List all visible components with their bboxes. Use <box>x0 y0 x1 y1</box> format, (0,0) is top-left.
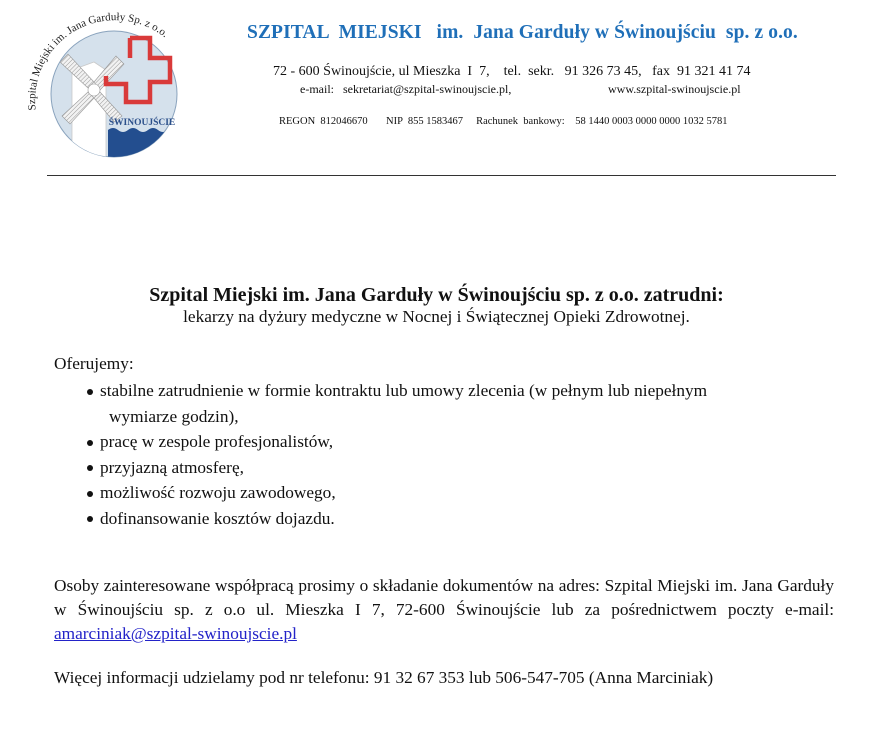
offer-item-text: pracę w zespole profesjonalistów, <box>100 432 334 451</box>
offer-item-text: możliwość rozwoju zawodowego, <box>100 483 336 502</box>
letterhead-divider <box>47 175 836 176</box>
bullet-icon <box>87 389 93 395</box>
logo-ring-text: Szpital Miejski im. Jana Garduły Sp. z o.o. <box>26 12 171 111</box>
letterhead-email: e-mail: sekretariat@szpital-swinoujscie.pl, <box>300 82 512 96</box>
offer-item <box>84 429 824 455</box>
bullet-icon <box>87 516 93 522</box>
bullet-icon <box>87 465 93 471</box>
hospital-logo <box>22 12 194 162</box>
letterhead-website: www.szpital-swinoujscie.pl <box>608 82 741 96</box>
logo-city-label: ŚWINOUJŚCIE <box>108 118 176 128</box>
offer-item <box>84 378 824 429</box>
application-instructions <box>54 574 834 646</box>
letterhead-title: SZPITAL MIEJSKI im. Jana Garduły w Świnoujściu sp. z o.o. <box>247 22 798 43</box>
offer-item-text: dofinansowanie kosztów dojazdu. <box>100 508 335 528</box>
offer-label: Oferujemy: <box>54 354 134 373</box>
announcement-headline: Szpital Miejski im. Jana Garduły w Świnoujściu sp. z o.o. zatrudni: <box>149 284 724 306</box>
offer-item-text-continued: wymiarze godzin), <box>109 406 239 426</box>
offer-item <box>84 455 824 481</box>
offer-item-text: stabilne zatrudnienie w formie kontraktu lub umowy zlecenia (w pełnym lub niepełnym <box>100 381 708 400</box>
offer-item <box>84 480 824 506</box>
bullet-icon <box>87 440 93 446</box>
letterhead-registry-info: REGON 812046670 NIP 855 1583467 Rachunek bankowy: 58 1440 0003 0000 0000 1032 5781 <box>279 116 728 127</box>
offer-list <box>84 378 824 531</box>
hospital-logo-graphic <box>22 12 194 162</box>
application-email-link[interactable]: amarciniak@szpital-swinoujscie.pl <box>54 624 297 643</box>
application-text: Osoby zainteresowane współpracą prosimy o składanie dokumentów na adres: Szpital Miejski im. Jana Garduły w Świnoujściu sp. z o.o ul. Mieszka I 7, 72-600 Świnoujście lub za pośrednictwem poczty e-mail: <box>54 576 834 619</box>
bullet-icon <box>87 491 93 497</box>
offer-item-text: przyjazną atmosferę, <box>100 457 244 477</box>
offer-item <box>84 506 824 532</box>
letterhead-address: 72 - 600 Świnoujście, ul Mieszka I 7, tel. sekr. 91 326 73 45, fax 91 321 41 74 <box>273 64 751 79</box>
contact-info: Więcej informacji udzielamy pod nr telefonu: 91 32 67 353 lub 506-547-705 (Anna Marciniak) <box>54 668 714 687</box>
announcement-subheadline: lekarzy na dyżury medyczne w Nocnej i Świątecznej Opieki Zdrowotnej. <box>183 307 690 326</box>
